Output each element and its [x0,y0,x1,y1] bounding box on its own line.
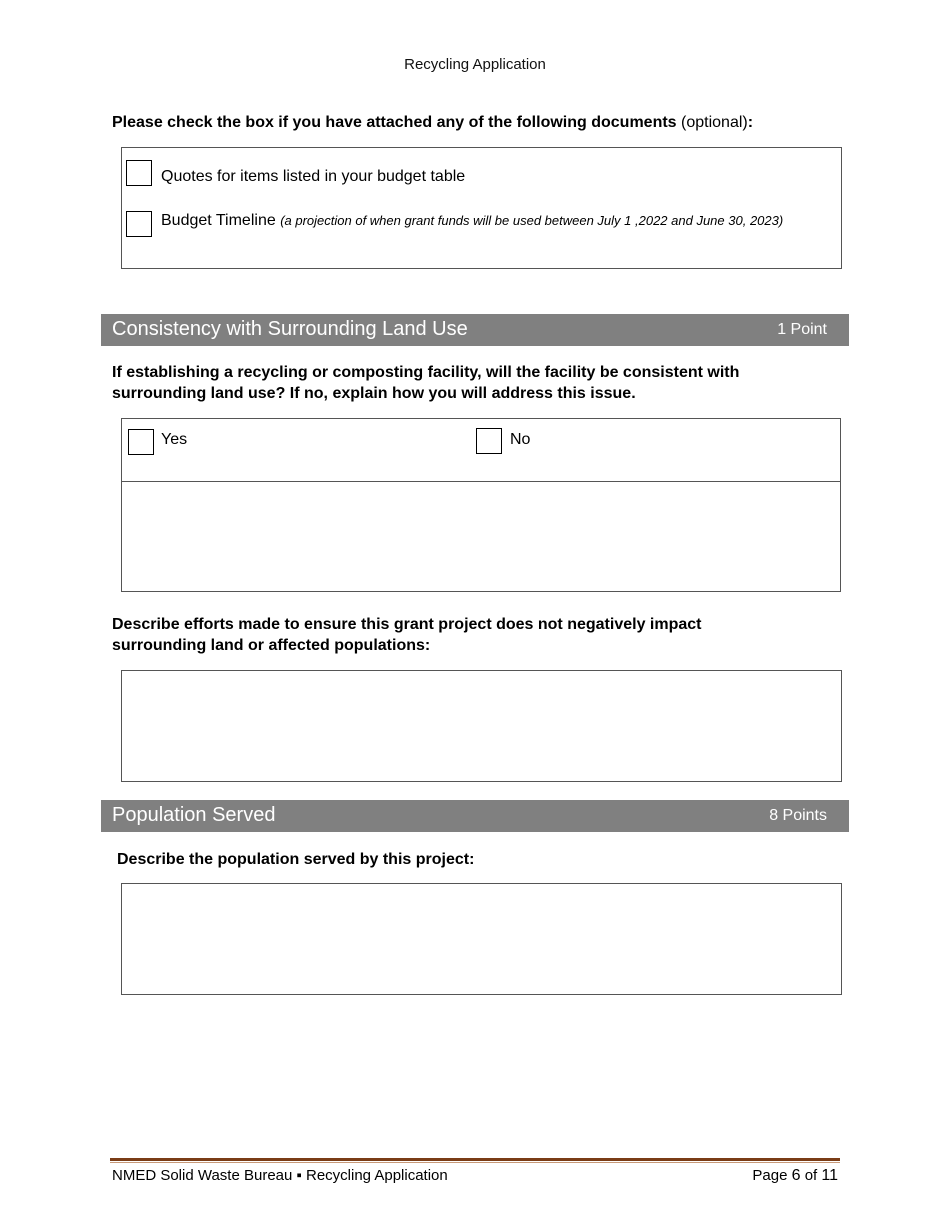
section-points-land-use: 1 Point [777,321,827,338]
section-title-land-use: Consistency with Surrounding Land Use [112,318,468,340]
budget-timeline-title: Budget Timeline [161,212,276,229]
efforts-response-field[interactable] [121,670,842,782]
page-current: 6 [791,1167,801,1184]
efforts-question [112,614,701,656]
page-number [752,1167,838,1185]
section-points-population: 8 Points [769,807,827,824]
land-use-question-line1: If establishing a recycling or composting facility, will the facility be consistent with [112,364,740,381]
land-use-explanation-field[interactable] [121,481,841,592]
section-header-land-use [101,314,849,346]
no-label: No [510,431,531,448]
page-of: of [804,1167,818,1184]
yes-label: Yes [161,431,188,448]
footer-rule [110,1158,840,1161]
quotes-checkbox-label: Quotes for items listed in your budget table [161,168,466,185]
page-total: 11 [821,1167,838,1184]
land-use-question-line2: surrounding land use? If no, explain how you will address this issue. [112,385,636,402]
budget-timeline-note: (a projection of when grant funds will be used between July 1 ,2022 and June 30, 2023) [280,213,784,228]
budget-timeline-label [161,212,783,230]
section-title-population: Population Served [112,804,276,826]
efforts-question-line2: surrounding land or affected populations: [112,637,431,654]
attachments-optional-text: (optional) [681,114,748,131]
section-header-population [101,800,849,832]
efforts-question-line1: Describe efforts made to ensure this grant project does not negatively impact [112,616,702,633]
population-response-field[interactable] [121,883,842,995]
running-header: Recycling Application [404,56,546,73]
yes-checkbox[interactable] [128,429,154,455]
attachments-box [121,147,842,269]
population-question: Describe the population served by this project: [117,851,475,868]
footer-left-text: NMED Solid Waste Bureau ▪ Recycling Application [112,1167,448,1184]
attachments-prompt-text: Please check the box if you have attached any of the following documents [112,114,677,131]
no-checkbox[interactable] [476,428,502,454]
footer-rule-thin [110,1162,840,1163]
attachments-prompt-colon: : [747,114,754,131]
quotes-checkbox[interactable] [126,160,152,186]
budget-timeline-checkbox[interactable] [126,211,152,237]
land-use-question [112,362,739,404]
page-prefix: Page [752,1167,788,1184]
attachments-prompt [112,112,753,133]
